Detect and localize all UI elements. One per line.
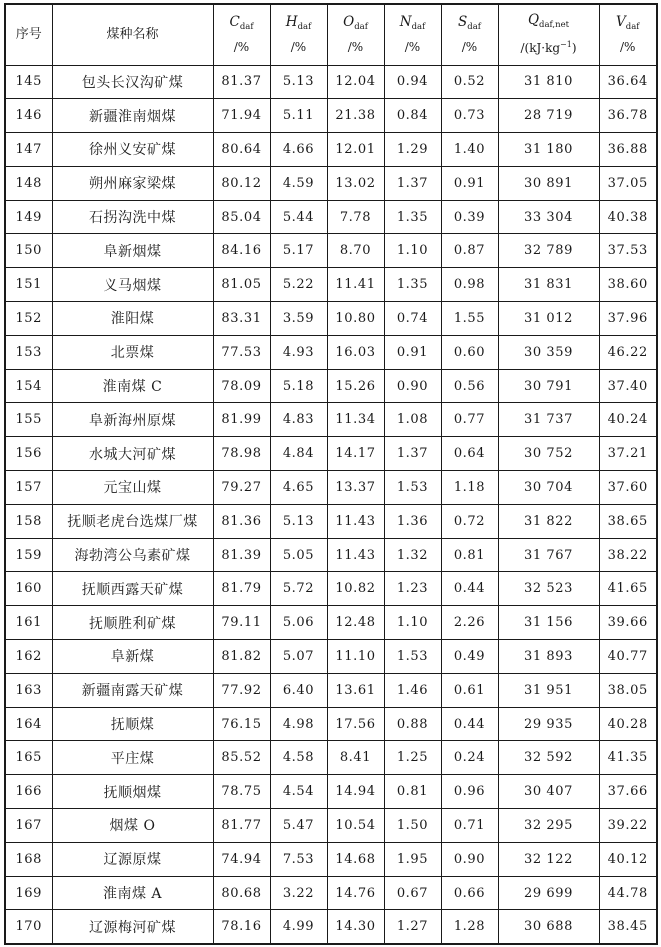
cell-name: 新疆淮南烟煤 <box>52 99 213 133</box>
table-row <box>5 99 657 133</box>
cell-h: 5.18 <box>270 369 327 403</box>
cell-no: 158 <box>5 504 52 538</box>
cell-v: 40.38 <box>599 200 657 234</box>
cell-no: 150 <box>5 234 52 268</box>
cell-n: 1.10 <box>384 606 441 640</box>
cell-q: 31 951 <box>498 673 599 707</box>
cell-n: 1.10 <box>384 234 441 268</box>
cell-s: 0.44 <box>441 572 498 606</box>
cell-s: 1.28 <box>441 910 498 944</box>
cell-no: 151 <box>5 268 52 302</box>
cell-no: 148 <box>5 166 52 200</box>
cell-h: 4.98 <box>270 707 327 741</box>
cell-q: 30 688 <box>498 910 599 944</box>
cell-h: 5.13 <box>270 504 327 538</box>
cell-n: 0.74 <box>384 302 441 336</box>
cell-o: 14.94 <box>327 775 384 809</box>
cell-q: 32 122 <box>498 842 599 876</box>
cell-o: 8.70 <box>327 234 384 268</box>
cell-h: 5.22 <box>270 268 327 302</box>
cell-s: 0.61 <box>441 673 498 707</box>
cell-h: 5.44 <box>270 200 327 234</box>
cell-n: 1.46 <box>384 673 441 707</box>
cell-name: 烟煤 O <box>52 809 213 843</box>
table-row <box>5 471 657 505</box>
cell-c: 81.39 <box>213 538 270 572</box>
cell-name: 新疆南露天矿煤 <box>52 673 213 707</box>
table-row <box>5 707 657 741</box>
table-row <box>5 876 657 910</box>
cell-v: 44.78 <box>599 876 657 910</box>
cell-v: 36.64 <box>599 65 657 99</box>
cell-h: 4.83 <box>270 403 327 437</box>
cell-c: 80.68 <box>213 876 270 910</box>
cell-o: 16.03 <box>327 335 384 369</box>
table-row <box>5 369 657 403</box>
cell-name: 抚顺胜利矿煤 <box>52 606 213 640</box>
cell-name: 抚顺西露天矿煤 <box>52 572 213 606</box>
cell-name: 水城大河矿煤 <box>52 437 213 471</box>
cell-n: 1.95 <box>384 842 441 876</box>
cell-no: 152 <box>5 302 52 336</box>
cell-name: 阜新烟煤 <box>52 234 213 268</box>
cell-n: 0.81 <box>384 775 441 809</box>
cell-s: 0.49 <box>441 640 498 674</box>
cell-n: 1.36 <box>384 504 441 538</box>
cell-no: 164 <box>5 707 52 741</box>
cell-n: 0.90 <box>384 369 441 403</box>
cell-c: 81.36 <box>213 504 270 538</box>
cell-h: 5.17 <box>270 234 327 268</box>
cell-c: 85.04 <box>213 200 270 234</box>
cell-o: 11.43 <box>327 504 384 538</box>
cell-n: 1.53 <box>384 640 441 674</box>
cell-s: 0.66 <box>441 876 498 910</box>
cell-h: 4.66 <box>270 133 327 167</box>
cell-no: 160 <box>5 572 52 606</box>
cell-c: 84.16 <box>213 234 270 268</box>
cell-name: 辽源原煤 <box>52 842 213 876</box>
cell-o: 12.01 <box>327 133 384 167</box>
table-row <box>5 166 657 200</box>
cell-h: 3.59 <box>270 302 327 336</box>
cell-h: 5.06 <box>270 606 327 640</box>
cell-name: 北票煤 <box>52 335 213 369</box>
cell-o: 14.30 <box>327 910 384 944</box>
cell-o: 13.37 <box>327 471 384 505</box>
cell-v: 38.65 <box>599 504 657 538</box>
cell-c: 77.92 <box>213 673 270 707</box>
cell-h: 5.13 <box>270 65 327 99</box>
header-o: $O_{daf}$ /% <box>327 4 384 65</box>
cell-s: 0.39 <box>441 200 498 234</box>
cell-no: 149 <box>5 200 52 234</box>
cell-name: 海勃湾公乌素矿煤 <box>52 538 213 572</box>
cell-o: 7.78 <box>327 200 384 234</box>
cell-h: 5.47 <box>270 809 327 843</box>
cell-q: 31 156 <box>498 606 599 640</box>
cell-s: 0.56 <box>441 369 498 403</box>
cell-v: 40.24 <box>599 403 657 437</box>
cell-o: 11.43 <box>327 538 384 572</box>
cell-s: 0.44 <box>441 707 498 741</box>
cell-q: 30 704 <box>498 471 599 505</box>
cell-o: 8.41 <box>327 741 384 775</box>
cell-v: 40.12 <box>599 842 657 876</box>
cell-o: 10.82 <box>327 572 384 606</box>
cell-h: 5.07 <box>270 640 327 674</box>
cell-s: 0.52 <box>441 65 498 99</box>
cell-name: 朔州麻家梁煤 <box>52 166 213 200</box>
cell-h: 7.53 <box>270 842 327 876</box>
cell-s: 0.77 <box>441 403 498 437</box>
table-row <box>5 234 657 268</box>
cell-q: 31 831 <box>498 268 599 302</box>
cell-q: 30 407 <box>498 775 599 809</box>
cell-q: 31 893 <box>498 640 599 674</box>
cell-c: 74.94 <box>213 842 270 876</box>
cell-v: 37.40 <box>599 369 657 403</box>
cell-v: 39.22 <box>599 809 657 843</box>
cell-n: 1.53 <box>384 471 441 505</box>
cell-c: 78.98 <box>213 437 270 471</box>
cell-q: 32 592 <box>498 741 599 775</box>
cell-c: 78.16 <box>213 910 270 944</box>
cell-name: 义马烟煤 <box>52 268 213 302</box>
cell-v: 37.60 <box>599 471 657 505</box>
cell-no: 156 <box>5 437 52 471</box>
cell-n: 1.27 <box>384 910 441 944</box>
cell-n: 0.94 <box>384 65 441 99</box>
cell-q: 33 304 <box>498 200 599 234</box>
cell-name: 阜新海州原煤 <box>52 403 213 437</box>
coal-data-table <box>4 3 658 945</box>
cell-h: 4.99 <box>270 910 327 944</box>
cell-c: 79.11 <box>213 606 270 640</box>
cell-name: 徐州义安矿煤 <box>52 133 213 167</box>
cell-s: 1.40 <box>441 133 498 167</box>
cell-name: 淮阳煤 <box>52 302 213 336</box>
cell-o: 15.26 <box>327 369 384 403</box>
table-row <box>5 538 657 572</box>
cell-n: 1.35 <box>384 200 441 234</box>
table-row <box>5 809 657 843</box>
cell-s: 0.72 <box>441 504 498 538</box>
cell-n: 1.37 <box>384 166 441 200</box>
cell-q: 32 789 <box>498 234 599 268</box>
cell-q: 31 810 <box>498 65 599 99</box>
cell-h: 5.72 <box>270 572 327 606</box>
cell-q: 31 767 <box>498 538 599 572</box>
cell-v: 37.66 <box>599 775 657 809</box>
cell-s: 1.55 <box>441 302 498 336</box>
cell-s: 0.73 <box>441 99 498 133</box>
cell-q: 30 791 <box>498 369 599 403</box>
cell-c: 81.05 <box>213 268 270 302</box>
cell-o: 12.04 <box>327 65 384 99</box>
table-row <box>5 504 657 538</box>
cell-s: 0.91 <box>441 166 498 200</box>
cell-h: 5.05 <box>270 538 327 572</box>
header-n: $N_{daf}$ /% <box>384 4 441 65</box>
cell-v: 38.05 <box>599 673 657 707</box>
cell-n: 1.25 <box>384 741 441 775</box>
table-row <box>5 200 657 234</box>
table-row <box>5 403 657 437</box>
cell-no: 170 <box>5 910 52 944</box>
cell-no: 166 <box>5 775 52 809</box>
cell-no: 155 <box>5 403 52 437</box>
cell-v: 39.66 <box>599 606 657 640</box>
cell-h: 4.84 <box>270 437 327 471</box>
table-row <box>5 268 657 302</box>
cell-c: 71.94 <box>213 99 270 133</box>
table-body <box>5 65 657 944</box>
cell-name: 元宝山煤 <box>52 471 213 505</box>
table-row <box>5 335 657 369</box>
cell-name: 石拐沟洗中煤 <box>52 200 213 234</box>
cell-q: 32 523 <box>498 572 599 606</box>
cell-v: 37.21 <box>599 437 657 471</box>
cell-n: 0.91 <box>384 335 441 369</box>
cell-q: 32 295 <box>498 809 599 843</box>
cell-c: 81.99 <box>213 403 270 437</box>
header-v: $V_{daf}$ /% <box>599 4 657 65</box>
cell-n: 0.88 <box>384 707 441 741</box>
cell-o: 10.80 <box>327 302 384 336</box>
cell-o: 17.56 <box>327 707 384 741</box>
cell-o: 11.34 <box>327 403 384 437</box>
cell-no: 154 <box>5 369 52 403</box>
cell-q: 31 822 <box>498 504 599 538</box>
cell-o: 21.38 <box>327 99 384 133</box>
cell-name: 平庄煤 <box>52 741 213 775</box>
table-row <box>5 741 657 775</box>
cell-q: 29 699 <box>498 876 599 910</box>
cell-c: 81.79 <box>213 572 270 606</box>
cell-v: 46.22 <box>599 335 657 369</box>
cell-v: 37.05 <box>599 166 657 200</box>
cell-v: 41.65 <box>599 572 657 606</box>
cell-c: 80.64 <box>213 133 270 167</box>
table-row <box>5 133 657 167</box>
cell-v: 38.60 <box>599 268 657 302</box>
cell-no: 147 <box>5 133 52 167</box>
table-row <box>5 65 657 99</box>
cell-c: 77.53 <box>213 335 270 369</box>
cell-h: 6.40 <box>270 673 327 707</box>
cell-o: 13.02 <box>327 166 384 200</box>
cell-name: 阜新煤 <box>52 640 213 674</box>
cell-q: 30 752 <box>498 437 599 471</box>
cell-name: 包头长汉沟矿煤 <box>52 65 213 99</box>
cell-no: 153 <box>5 335 52 369</box>
cell-o: 11.10 <box>327 640 384 674</box>
cell-n: 1.23 <box>384 572 441 606</box>
table-row <box>5 775 657 809</box>
header-row <box>5 4 657 65</box>
cell-q: 30 891 <box>498 166 599 200</box>
cell-v: 37.53 <box>599 234 657 268</box>
cell-o: 13.61 <box>327 673 384 707</box>
cell-h: 4.93 <box>270 335 327 369</box>
cell-q: 28 719 <box>498 99 599 133</box>
cell-name: 抚顺烟煤 <box>52 775 213 809</box>
cell-name: 淮南煤 A <box>52 876 213 910</box>
cell-no: 145 <box>5 65 52 99</box>
header-h: $H_{daf}$ /% <box>270 4 327 65</box>
cell-n: 0.67 <box>384 876 441 910</box>
table-container <box>4 3 658 945</box>
table-row <box>5 673 657 707</box>
cell-c: 81.82 <box>213 640 270 674</box>
cell-n: 1.08 <box>384 403 441 437</box>
cell-v: 41.35 <box>599 741 657 775</box>
cell-c: 76.15 <box>213 707 270 741</box>
cell-no: 162 <box>5 640 52 674</box>
cell-h: 3.22 <box>270 876 327 910</box>
cell-n: 1.29 <box>384 133 441 167</box>
table-row <box>5 437 657 471</box>
cell-no: 161 <box>5 606 52 640</box>
cell-v: 36.78 <box>599 99 657 133</box>
cell-s: 1.18 <box>441 471 498 505</box>
header-name: 煤种名称 <box>52 4 213 65</box>
cell-c: 80.12 <box>213 166 270 200</box>
table-row <box>5 842 657 876</box>
cell-v: 36.88 <box>599 133 657 167</box>
cell-c: 85.52 <box>213 741 270 775</box>
cell-no: 169 <box>5 876 52 910</box>
cell-c: 81.77 <box>213 809 270 843</box>
cell-h: 4.65 <box>270 471 327 505</box>
cell-s: 0.24 <box>441 741 498 775</box>
cell-n: 1.50 <box>384 809 441 843</box>
cell-h: 5.11 <box>270 99 327 133</box>
table-row <box>5 606 657 640</box>
cell-v: 38.45 <box>599 910 657 944</box>
cell-q: 30 359 <box>498 335 599 369</box>
cell-no: 167 <box>5 809 52 843</box>
cell-name: 辽源梅河矿煤 <box>52 910 213 944</box>
cell-c: 81.37 <box>213 65 270 99</box>
cell-s: 0.71 <box>441 809 498 843</box>
header-q: $Q_{daf,net}$ $/(kJ\cdot kg^{-1})$ <box>498 4 599 65</box>
cell-n: 1.32 <box>384 538 441 572</box>
cell-c: 78.09 <box>213 369 270 403</box>
cell-o: 14.68 <box>327 842 384 876</box>
cell-o: 14.17 <box>327 437 384 471</box>
cell-s: 0.60 <box>441 335 498 369</box>
cell-name: 抚顺老虎台选煤厂煤 <box>52 504 213 538</box>
cell-n: 0.84 <box>384 99 441 133</box>
cell-q: 31 180 <box>498 133 599 167</box>
cell-v: 38.22 <box>599 538 657 572</box>
cell-s: 0.81 <box>441 538 498 572</box>
cell-s: 0.96 <box>441 775 498 809</box>
cell-h: 4.54 <box>270 775 327 809</box>
cell-o: 12.48 <box>327 606 384 640</box>
header-c: $C_{daf}$ /% <box>213 4 270 65</box>
cell-c: 79.27 <box>213 471 270 505</box>
table-row <box>5 302 657 336</box>
cell-no: 163 <box>5 673 52 707</box>
cell-s: 2.26 <box>441 606 498 640</box>
table-header <box>5 4 657 65</box>
cell-n: 1.35 <box>384 268 441 302</box>
cell-no: 157 <box>5 471 52 505</box>
cell-v: 37.96 <box>599 302 657 336</box>
cell-h: 4.59 <box>270 166 327 200</box>
cell-no: 159 <box>5 538 52 572</box>
cell-name: 淮南煤 C <box>52 369 213 403</box>
cell-v: 40.28 <box>599 707 657 741</box>
table-row <box>5 640 657 674</box>
cell-o: 11.41 <box>327 268 384 302</box>
cell-v: 40.77 <box>599 640 657 674</box>
cell-s: 0.90 <box>441 842 498 876</box>
cell-no: 146 <box>5 99 52 133</box>
cell-s: 0.87 <box>441 234 498 268</box>
cell-no: 165 <box>5 741 52 775</box>
cell-o: 10.54 <box>327 809 384 843</box>
header-no: 序号 <box>5 4 52 65</box>
cell-c: 83.31 <box>213 302 270 336</box>
cell-c: 78.75 <box>213 775 270 809</box>
cell-q: 31 737 <box>498 403 599 437</box>
cell-no: 168 <box>5 842 52 876</box>
cell-q: 31 012 <box>498 302 599 336</box>
table-row <box>5 572 657 606</box>
cell-h: 4.58 <box>270 741 327 775</box>
cell-q: 29 935 <box>498 707 599 741</box>
cell-s: 0.64 <box>441 437 498 471</box>
table-row <box>5 910 657 944</box>
header-s: $S_{daf}$ /% <box>441 4 498 65</box>
cell-o: 14.76 <box>327 876 384 910</box>
cell-n: 1.37 <box>384 437 441 471</box>
cell-s: 0.98 <box>441 268 498 302</box>
cell-name: 抚顺煤 <box>52 707 213 741</box>
